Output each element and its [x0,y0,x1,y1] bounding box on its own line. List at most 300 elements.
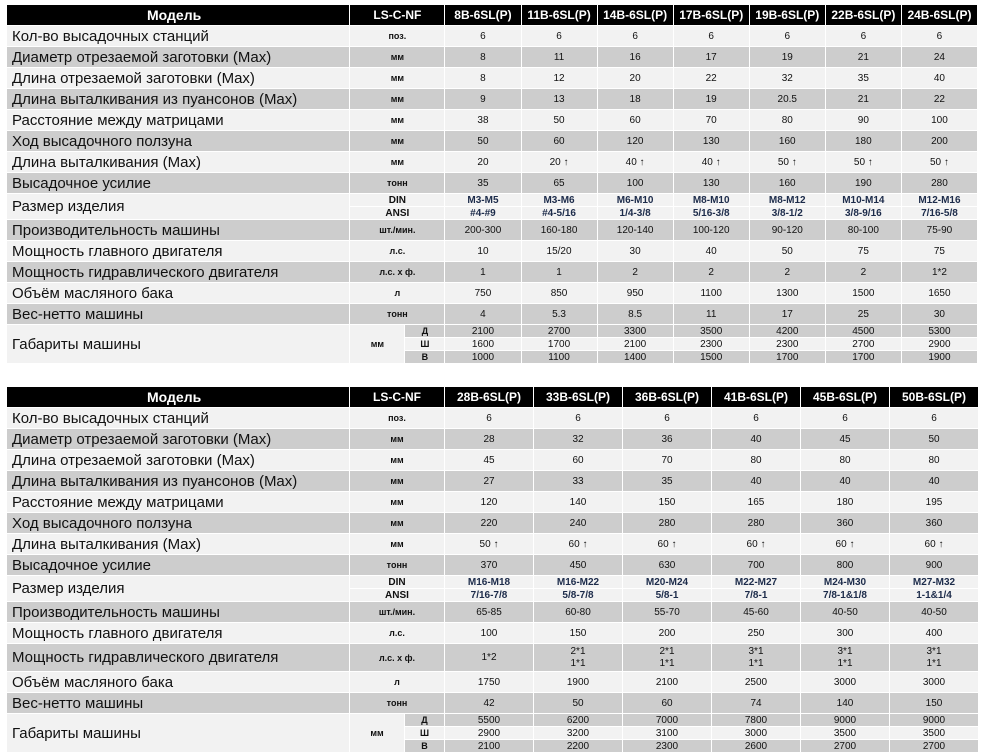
row-label: Ход высадочного ползуна [7,131,350,152]
din-value: M27-M32 [890,576,979,589]
row-value: 35 [825,68,901,89]
row-value: 60-80 [534,602,623,623]
row-value: 130 [673,173,749,194]
row-value: 80-100 [825,220,901,241]
row-unit: мм [350,47,445,68]
ansi-value: 3/8-9/16 [825,207,901,220]
dimension-label: Ш [405,338,445,351]
row-value: 6 [890,408,979,429]
row-value: 60 ↑ [712,534,801,555]
row-value: 6 [825,26,901,47]
row-value: 190 [825,173,901,194]
model-column-header: 17B-6SL(P) [673,5,749,26]
row-unit: мм [350,513,445,534]
row-value: 1 [521,262,597,283]
row-value: 120 [597,131,673,152]
row-label: Ход высадочного ползуна [7,513,350,534]
row-value: 195 [890,492,979,513]
row-value: 700 [712,555,801,576]
row-value: 200 [623,623,712,644]
row-value: 250 [712,623,801,644]
row-unit: мм [350,429,445,450]
dimension-value: 2700 [801,740,890,753]
row-unit: л [350,672,445,693]
row-value: 200-300 [445,220,521,241]
dimension-value: 2100 [445,325,521,338]
row-value: 2*1 1*1 [534,644,623,672]
ansi-value: 7/16-7/8 [445,589,534,602]
row-value: 120-140 [597,220,673,241]
row-value: 8.5 [597,304,673,325]
row-label: Длина выталкивания из пуансонов (Max) [7,471,350,492]
row-label: Расстояние между матрицами [7,492,350,513]
row-value: 40 [712,429,801,450]
row-value: 80 [801,450,890,471]
din-value: M8-M12 [749,194,825,207]
row-value: 450 [534,555,623,576]
row-value: 60 [534,450,623,471]
ansi-value: 7/8-1 [712,589,801,602]
ansi-value: #4-#9 [445,207,521,220]
row-value: 60 ↑ [890,534,979,555]
row-value: 22 [673,68,749,89]
row-value: 12 [521,68,597,89]
row-value: 2 [825,262,901,283]
dimension-value: 3100 [623,727,712,740]
row-label: Объём масляного бака [7,283,350,304]
row-value: 100 [901,110,977,131]
din-value: M8-M10 [673,194,749,207]
model-column-header: 28B-6SL(P) [445,387,534,408]
row-value: 4 [445,304,521,325]
row-label: Кол-во высадочных станций [7,26,350,47]
row-value: 20 [597,68,673,89]
row-label: Габариты машины [7,714,350,753]
row-label: Длина отрезаемой заготовки (Max) [7,68,350,89]
row-value: 74 [712,693,801,714]
row-label: Высадочное усилие [7,555,350,576]
row-value: 60 [521,131,597,152]
row-value: 3*1 1*1 [801,644,890,672]
row-value: 1*2 [445,644,534,672]
row-value: 80 [890,450,979,471]
row-value: 6 [673,26,749,47]
row-value: 50 ↑ [445,534,534,555]
row-unit: мм [350,450,445,471]
row-unit: мм [350,325,405,364]
dimension-value: 1000 [445,351,521,364]
row-value: 15/20 [521,241,597,262]
dimension-value: 2100 [445,740,534,753]
row-value: 1750 [445,672,534,693]
row-value: 50 [890,429,979,450]
row-label: Вес-нетто машины [7,304,350,325]
row-value: 160 [749,131,825,152]
dimension-value: 1900 [901,351,977,364]
row-value: 1100 [673,283,749,304]
din-value: M20-M24 [623,576,712,589]
dimension-value: 1400 [597,351,673,364]
row-value: 750 [445,283,521,304]
row-unit: мм [350,89,445,110]
dimension-label: Д [405,714,445,727]
row-value: 6 [597,26,673,47]
dimension-value: 3500 [890,727,979,740]
row-label: Вес-нетто машины [7,693,350,714]
row-value: 1 [445,262,521,283]
row-unit: поз. [350,408,445,429]
row-value: 75-90 [901,220,977,241]
din-value: M12-M16 [901,194,977,207]
din-value: M3-M6 [521,194,597,207]
row-value: 360 [801,513,890,534]
spec-table-2 [6,386,979,753]
row-unit: л.с. х ф. [350,262,445,283]
model-header: Модель [7,387,350,408]
dimension-value: 2300 [749,338,825,351]
row-value: 300 [801,623,890,644]
model-column-header: 14B-6SL(P) [597,5,673,26]
dimension-value: 6200 [534,714,623,727]
row-label: Длина выталкивания (Max) [7,534,350,555]
row-value: 22 [901,89,977,110]
din-value: M16-M22 [534,576,623,589]
row-label: Габариты машины [7,325,350,364]
spec-table-1 [6,4,978,364]
dimension-value: 5500 [445,714,534,727]
dimension-value: 3000 [712,727,801,740]
row-value: 45-60 [712,602,801,623]
model-column-header: 41B-6SL(P) [712,387,801,408]
row-label: Диаметр отрезаемой заготовки (Max) [7,429,350,450]
row-value: 21 [825,89,901,110]
row-value: 165 [712,492,801,513]
row-value: 21 [825,47,901,68]
row-value: 370 [445,555,534,576]
dimension-value: 9000 [890,714,979,727]
row-value: 280 [901,173,977,194]
row-value: 33 [534,471,623,492]
row-value: 6 [749,26,825,47]
row-value: 28 [445,429,534,450]
row-value: 360 [890,513,979,534]
row-value: 16 [597,47,673,68]
row-value: 1300 [749,283,825,304]
row-value: 20 ↑ [521,152,597,173]
din-label: DIN [350,576,445,589]
row-value: 8 [445,68,521,89]
row-value: 20.5 [749,89,825,110]
row-label: Высадочное усилие [7,173,350,194]
row-value: 40 [801,471,890,492]
row-value: 40 [712,471,801,492]
row-value: 2 [673,262,749,283]
row-value: 75 [901,241,977,262]
row-value: 2*1 1*1 [623,644,712,672]
row-value: 150 [623,492,712,513]
row-value: 220 [445,513,534,534]
ansi-value: 3/8-1/2 [749,207,825,220]
row-value: 18 [597,89,673,110]
ansi-label: ANSI [350,589,445,602]
row-value: 60 ↑ [623,534,712,555]
row-value: 240 [534,513,623,534]
dimension-value: 2300 [623,740,712,753]
model-column-header: 50B-6SL(P) [890,387,979,408]
row-value: 6 [445,408,534,429]
row-value: 850 [521,283,597,304]
row-value: 6 [712,408,801,429]
row-value: 950 [597,283,673,304]
dimension-value: 1600 [445,338,521,351]
row-value: 6 [801,408,890,429]
ansi-value: 1/4-3/8 [597,207,673,220]
model-column-header: 45B-6SL(P) [801,387,890,408]
row-value: 40 ↑ [673,152,749,173]
row-value: 6 [534,408,623,429]
row-value: 60 ↑ [534,534,623,555]
row-value: 100 [597,173,673,194]
row-value: 140 [534,492,623,513]
dimension-value: 2900 [901,338,977,351]
dimension-value: 1700 [521,338,597,351]
row-value: 32 [534,429,623,450]
dimension-value: 7000 [623,714,712,727]
ansi-label: ANSI [350,207,445,220]
model-column-header: 11B-6SL(P) [521,5,597,26]
row-value: 40 [673,241,749,262]
row-unit: мм [350,714,405,753]
row-value: 6 [445,26,521,47]
row-value: 40 [901,68,977,89]
row-unit: л [350,283,445,304]
model-column-header: 24B-6SL(P) [901,5,977,26]
row-value: 25 [825,304,901,325]
row-value: 1*2 [901,262,977,283]
row-unit: шт./мин. [350,602,445,623]
din-value: M22-M27 [712,576,801,589]
row-value: 50 ↑ [901,152,977,173]
row-unit: тонн [350,693,445,714]
dimension-value: 7800 [712,714,801,727]
row-value: 80 [749,110,825,131]
row-value: 17 [749,304,825,325]
row-unit: л.с. х ф. [350,644,445,672]
row-value: 3000 [890,672,979,693]
row-value: 3000 [801,672,890,693]
row-value: 45 [801,429,890,450]
row-value: 50 [521,110,597,131]
dimension-label: Д [405,325,445,338]
row-value: 2500 [712,672,801,693]
dimension-value: 1700 [825,351,901,364]
row-unit: л.с. [350,623,445,644]
row-label: Мощность главного двигателя [7,623,350,644]
dimension-value: 4500 [825,325,901,338]
row-value: 70 [673,110,749,131]
row-label: Длина выталкивания (Max) [7,152,350,173]
row-value: 27 [445,471,534,492]
row-label: Расстояние между матрицами [7,110,350,131]
ansi-value: 7/16-5/8 [901,207,977,220]
row-value: 60 ↑ [801,534,890,555]
row-value: 65 [521,173,597,194]
row-value: 45 [445,450,534,471]
row-value: 13 [521,89,597,110]
row-unit: тонн [350,173,445,194]
model-column-header: 33B-6SL(P) [534,387,623,408]
series-header: LS-C-NF [350,387,445,408]
row-unit: мм [350,492,445,513]
row-value: 55-70 [623,602,712,623]
dimension-label: В [405,351,445,364]
row-value: 40-50 [890,602,979,623]
dimension-value: 5300 [901,325,977,338]
row-unit: поз. [350,26,445,47]
dimension-value: 3200 [534,727,623,740]
row-unit: тонн [350,555,445,576]
row-value: 42 [445,693,534,714]
row-label: Размер изделия [7,194,350,220]
row-unit: л.с. [350,241,445,262]
row-value: 75 [825,241,901,262]
row-label: Размер изделия [7,576,350,602]
row-value: 11 [673,304,749,325]
row-value: 60 [623,693,712,714]
din-value: M3-M5 [445,194,521,207]
model-column-header: 19B-6SL(P) [749,5,825,26]
ansi-value: 5/16-3/8 [673,207,749,220]
row-value: 10 [445,241,521,262]
dimension-value: 9000 [801,714,890,727]
row-value: 180 [825,131,901,152]
row-value: 800 [801,555,890,576]
dimension-value: 2700 [521,325,597,338]
row-value: 160-180 [521,220,597,241]
row-value: 11 [521,47,597,68]
row-value: 50 ↑ [749,152,825,173]
dimension-value: 1700 [749,351,825,364]
row-value: 30 [901,304,977,325]
row-value: 9 [445,89,521,110]
row-value: 6 [521,26,597,47]
row-value: 280 [712,513,801,534]
row-label: Длина отрезаемой заготовки (Max) [7,450,350,471]
ansi-value: 5/8-1 [623,589,712,602]
model-column-header: 8B-6SL(P) [445,5,521,26]
row-value: 1650 [901,283,977,304]
dimension-value: 2300 [673,338,749,351]
row-label: Диаметр отрезаемой заготовки (Max) [7,47,350,68]
row-value: 2100 [623,672,712,693]
row-unit: мм [350,131,445,152]
row-value: 90 [825,110,901,131]
row-value: 630 [623,555,712,576]
model-header: Модель [7,5,350,26]
row-value: 24 [901,47,977,68]
row-unit: мм [350,152,445,173]
din-value: M10-M14 [825,194,901,207]
dimension-value: 2600 [712,740,801,753]
row-value: 160 [749,173,825,194]
row-label: Объём масляного бака [7,672,350,693]
dimension-value: 3500 [673,325,749,338]
row-unit: шт./мин. [350,220,445,241]
row-value: 120 [445,492,534,513]
row-value: 2 [749,262,825,283]
row-value: 3*1 1*1 [890,644,979,672]
dimension-value: 1500 [673,351,749,364]
row-value: 5.3 [521,304,597,325]
row-value: 2 [597,262,673,283]
row-value: 70 [623,450,712,471]
row-label: Производительность машины [7,602,350,623]
row-value: 50 [445,131,521,152]
ansi-value: #4-5/16 [521,207,597,220]
row-value: 150 [534,623,623,644]
ansi-value: 1-1&1/4 [890,589,979,602]
model-column-header: 22B-6SL(P) [825,5,901,26]
row-value: 200 [901,131,977,152]
row-value: 50 [749,241,825,262]
row-label: Длина выталкивания из пуансонов (Max) [7,89,350,110]
ansi-value: 7/8-1&1/8 [801,589,890,602]
row-label: Производительность машины [7,220,350,241]
row-unit: мм [350,471,445,492]
row-value: 65-85 [445,602,534,623]
row-value: 40 [890,471,979,492]
dimension-value: 2200 [534,740,623,753]
row-value: 30 [597,241,673,262]
row-value: 6 [623,408,712,429]
row-value: 6 [901,26,977,47]
din-label: DIN [350,194,445,207]
row-value: 180 [801,492,890,513]
dimension-value: 1100 [521,351,597,364]
row-label: Мощность главного двигателя [7,241,350,262]
dimension-label: Ш [405,727,445,740]
row-unit: мм [350,534,445,555]
row-value: 900 [890,555,979,576]
row-value: 60 [597,110,673,131]
row-value: 36 [623,429,712,450]
row-label: Мощность гидравлического двигателя [7,644,350,672]
dimension-value: 3500 [801,727,890,740]
row-value: 35 [445,173,521,194]
row-label: Кол-во высадочных станций [7,408,350,429]
row-value: 40 ↑ [597,152,673,173]
din-value: M6-M10 [597,194,673,207]
row-value: 1500 [825,283,901,304]
row-value: 80 [712,450,801,471]
row-value: 100-120 [673,220,749,241]
row-value: 140 [801,693,890,714]
row-value: 40-50 [801,602,890,623]
model-column-header: 36B-6SL(P) [623,387,712,408]
row-value: 50 [534,693,623,714]
row-value: 19 [673,89,749,110]
row-unit: мм [350,68,445,89]
row-value: 280 [623,513,712,534]
dimension-value: 2900 [445,727,534,740]
din-value: M24-M30 [801,576,890,589]
ansi-value: 5/8-7/8 [534,589,623,602]
row-value: 8 [445,47,521,68]
row-value: 100 [445,623,534,644]
din-value: M16-M18 [445,576,534,589]
row-value: 3*1 1*1 [712,644,801,672]
row-value: 50 ↑ [825,152,901,173]
